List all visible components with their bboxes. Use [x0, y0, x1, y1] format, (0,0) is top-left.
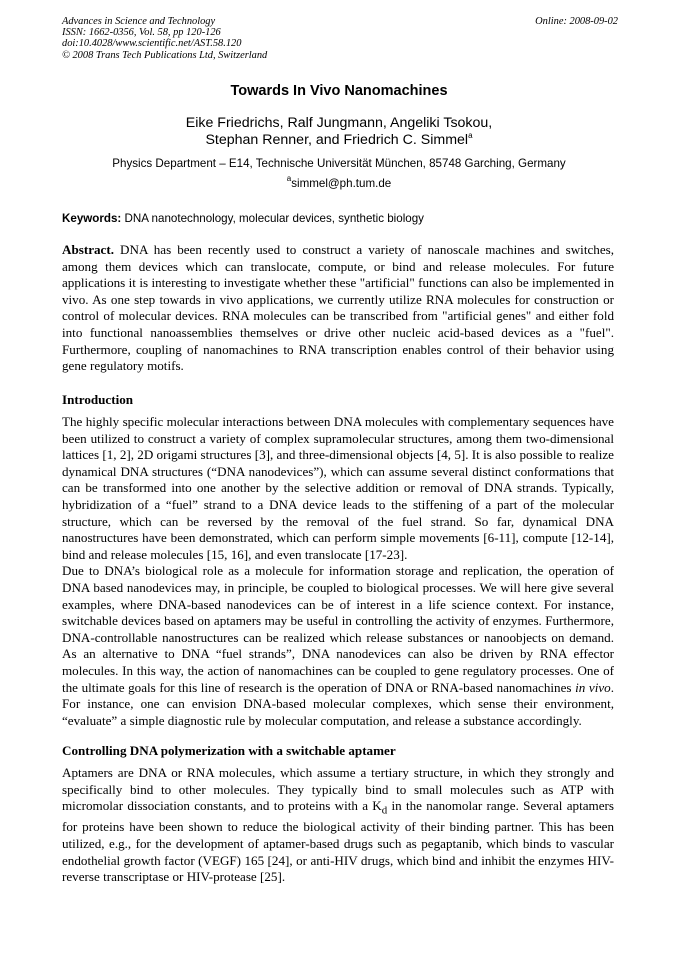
copyright-line: © 2008 Trans Tech Publications Ltd, Switzerland — [62, 49, 268, 61]
affiliation: Physics Department – E14, Technische Universität München, 85748 Garching, Germany — [112, 157, 566, 170]
introduction-body — [62, 414, 614, 729]
email-marker: a — [286, 174, 292, 183]
introduction-heading: Introduction — [62, 392, 134, 407]
email-address[interactable]: simmel@ph.tum.de — [291, 177, 392, 190]
keywords — [62, 212, 618, 225]
journal-name: Advances in Science and Technology — [62, 16, 216, 27]
author-list — [0, 115, 678, 149]
online-date: Online: 2008-09-02 — [535, 16, 618, 27]
affiliation-marker: a — [468, 131, 473, 140]
keywords-label: Keywords: — [62, 212, 122, 225]
authors-line-2: Stephan Renner, and Friedrich C. Simmel$^a$ — [205, 131, 473, 148]
doi-line: doi:10.4028/www.scientific.net/AST.58.120 — [62, 38, 242, 50]
authors-line-1: Eike Friedrichs, Ralf Jungmann, Angeliki Tsokou, — [185, 115, 493, 131]
introduction-paragraph-2: Due to DNA’s biological role as a molecule for information storage and replication, the operation of DNA based nanodevices may, in principle, be coupled to biological processes. We will here give several examples, where DNA-based nanodevices can be of interest in a life science context. For instance, switchable devices based on aptamers may be useful in controlling the activity of enzymes. Furthermore, DNA-controllable nanostructures can be realized which release substances or nanoobjects on demand. As an alternative to DNA “fuel strands”, DNA nanodevices can also be driven by RNA effector molecules. In this way, the action of nanomachines can be coupled to gene regulatory processes. One of the ultimate goals for this line of research is the operation of DNA or RNA-based nanomachines in vivo. For instance, one can envision DNA-based molecular complexes, which sense their environment, “evaluate” a simple diagnostic rule by molecular computation, and release a substance accordingly. — [62, 563, 614, 728]
controlling-heading: Controlling DNA polymerization with a switchable aptamer — [62, 743, 396, 758]
paper-title: Towards In Vivo Nanomachines — [230, 83, 448, 99]
keywords-text: DNA nanotechnology, molecular devices, synthetic biology — [121, 212, 424, 225]
journal-header — [62, 16, 618, 61]
introduction-paragraph-1: The highly specific molecular interactions between DNA molecules with complementary sequences have been utilized to construct a variety of complex supramolecular structures, among them two-dimensional lattices [1, 2], 2D origami structures [3], and three-dimensional objects [4, 5]. It is also possible to realize dynamical DNA structures (“DNA nanodevices”), which can assume several distinct conformations that can be transformed into one another by the selective addition or removal of DNA strands. Typically, hybridization of a “fuel” strand to a DNA device leads to the stiffening of a part of the molecular structure, which can be reversed by the removal of the fuel strand. So far, dynamical DNA nanostructures have been demonstrated, which can perform simple movements [6-11], compute [12-14], bind and release molecules [15, 16], and even translocate [17-23]. — [62, 414, 614, 562]
abstract-label: Abstract. — [62, 242, 114, 257]
controlling-paragraph: Aptamers are DNA or RNA molecules, which assume a tertiary structure, in which they strongly and specifically bind to other molecules. They typically bind to small molecules such as ATP with micromolar dissociation constants, and to proteins with a $K_d$ in the nanomolar range. Several aptamers for proteins have been shown to reduce the biological activity of their binding partner. This has been utilized, e.g., for the development of aptamer-based drugs such as pegaptanib, which binds to vascular endothelial growth factor (VEGF) 165 [24], or anti-HIV drugs, which bind and inhibit the enzymes HIV-reverse transcriptase or HIV-protease [25]. — [62, 765, 614, 885]
abstract — [62, 242, 614, 375]
controlling-body — [62, 765, 614, 886]
author-email — [0, 174, 678, 190]
abstract-text: DNA has been recently used to construct a variety of nanoscale machines and switches, among them devices which can translocate, compute, or bind and release molecules. For future applications it is interesting to investigate whether these "artificial" functions can also be implemented in vivo. As one step towards in vivo applications, we currently utilize RNA molecules for construction or control of molecular devices. RNA molecules can be transcribed from "artificial genes" and either fold into functional nanoassemblies themselves or drive other nucleic acid-based devices as a "fuel". Furthermore, coupling of nanomachines to RNA transcription enables control of their behavior using gene regulatory motifs. — [62, 242, 614, 374]
issn-line: ISSN: 1662-0356, Vol. 58, pp 120-126 — [62, 27, 221, 39]
